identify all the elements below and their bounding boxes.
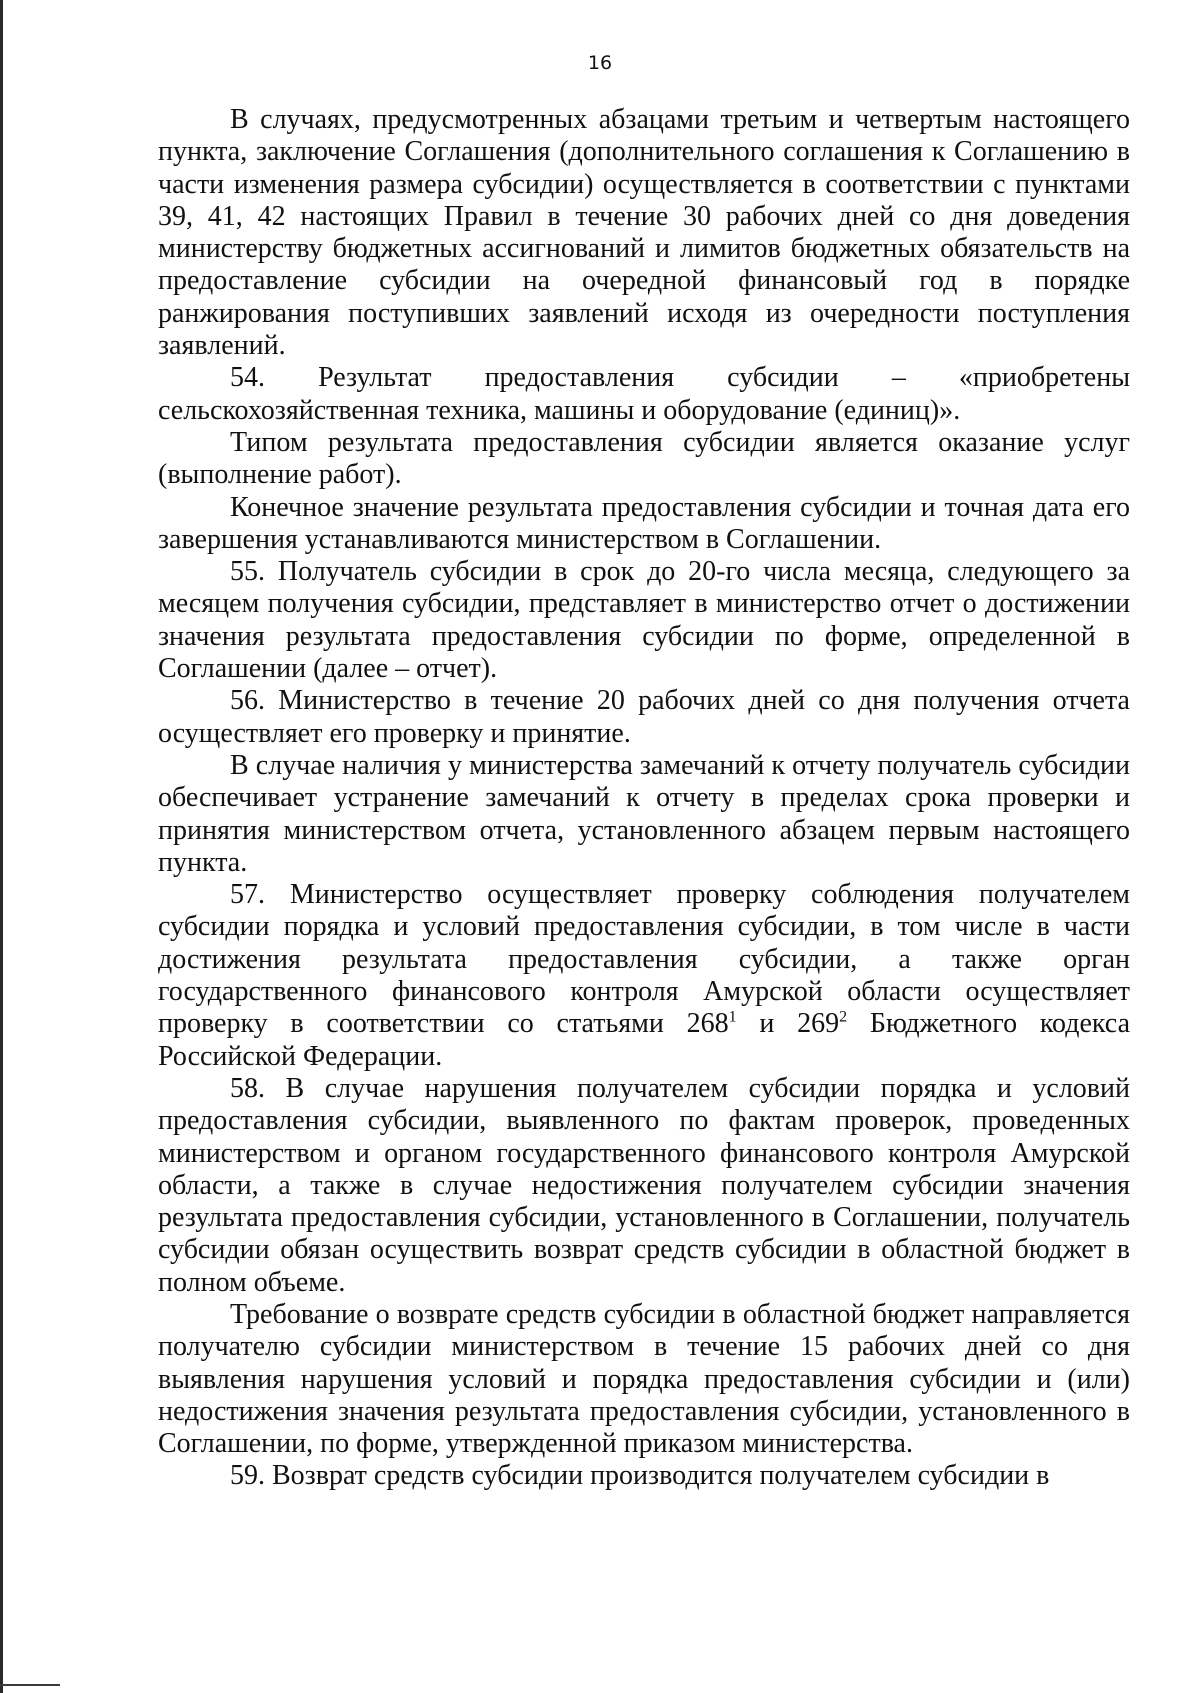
document-body — [158, 104, 1130, 1493]
paragraph-57-text-after: Бюджетного кодекса Российской Федерации. — [158, 1008, 1131, 1072]
paragraph-57-control — [158, 879, 1130, 1073]
superscript-1: 1 — [728, 1008, 737, 1026]
superscript-2: 2 — [839, 1008, 848, 1026]
paragraph-57-text-before: 57. Министерство осуществляет проверку соблюдения получателем субсидии порядка и условий предоставления субсидии, в том числе в части достижения результата предоставления субсидии, а также орган государственного финансового контроля Амурской области осуществляет проверку в соответствии со статьями 268 — [158, 879, 1130, 1040]
paragraph-result-type: Типом результата предоставления субсидии является оказание услуг (выполнение работ). — [158, 426, 1130, 491]
paragraph-57-text-middle: и 269 — [736, 1008, 840, 1040]
paragraph-59-return: 59. Возврат средств субсидии производится получателем субсидии в — [230, 1460, 1050, 1492]
scan-edge-mark — [0, 1684, 60, 1686]
paragraph-remarks: В случае наличия у министерства замечаний к отчету получатель субсидии обеспечивает устранение замечаний к отчету в пределах срока проверки и принятия министерством отчета, установленного абзацем первым настоящего пункта. — [158, 749, 1130, 878]
paragraph-54-result: 54. Результат предоставления субсидии – «приобретены сельскохозяйственная техника, машины и оборудование (единиц)». — [158, 362, 1130, 426]
paragraph-return-demand: Требование о возврате средств субсидии в областной бюджет направляется получателю субсидии министерством в течение 15 рабочих дней со дня выявления нарушения условий и порядка предоставления субсидии и (или) недостижения значения результата предоставления субсидии, установленного в Соглашении, по форме, утвержденной приказом министерства. — [158, 1298, 1130, 1460]
paragraph-58-violation: 58. В случае нарушения получателем субсидии порядка и условий предоставления субсидии, выявленного по фактам проверок, проведенных министерством и органом государственного финансового контроля Амурской области, а также в случае недостижения получателем субсидии значения результата предоставления субсидии, установленного в Соглашении, получатель субсидии обязан осуществить возврат средств субсидии в областной бюджет в полном объеме. — [158, 1072, 1130, 1298]
paragraph-cases-intro: В случаях, предусмотренных абзацами третьим и четвертым настоящего пункта, заключение Соглашения (дополнительного соглашения к Соглашению в части изменения размера субсидии) осуществляется в соответствии с пунктами 39, 41, 42 настоящих Правил в течение 30 рабочих дней со дня доведения министерству бюджетных ассигнований и лимитов бюджетных обязательств на предоставление субсидии на очередной финансовый год в порядке ранжирования поступивших заявлений исходя из очередности поступления заявлений. — [158, 104, 1130, 362]
paragraph-55-report: 55. Получатель субсидии в срок до 20-го числа месяца, следующего за месяцем получения субсидии, представляет в министерство отчет о достижении значения результата предоставления субсидии по форме, определенной в Соглашении (далее – отчет). — [158, 556, 1130, 685]
paragraph-final-value: Конечное значение результата предоставления субсидии и точная дата его завершения устанавливаются министерством в Соглашении. — [158, 491, 1130, 555]
scan-edge-left — [0, 0, 3, 1693]
page-number: 16 — [587, 52, 613, 74]
paragraph-56-review: 56. Министерство в течение 20 рабочих дней со дня получения отчета осуществляет его проверку и принятие. — [158, 685, 1130, 749]
